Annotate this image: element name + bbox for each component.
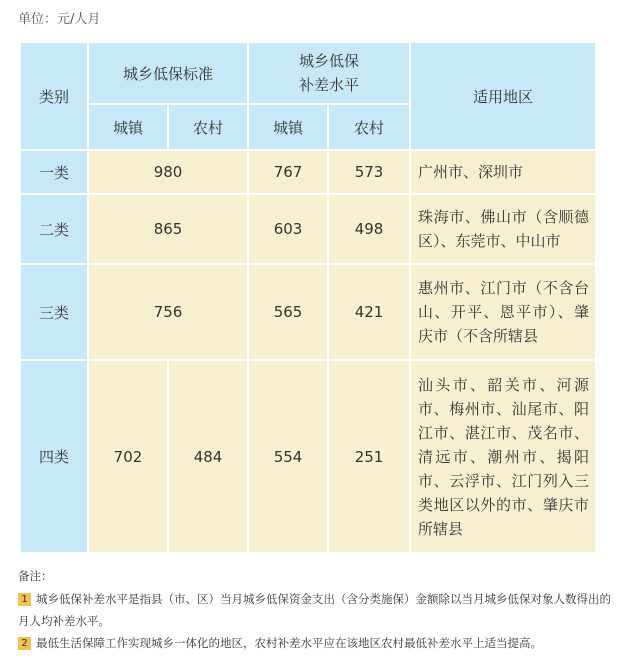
header-category: 类别 [20, 42, 88, 150]
row-category: 二类 [20, 194, 88, 264]
row-areas: 惠州市、江门市（不含台山、开平、恩平市）、肇庆市（不含所辖县 [410, 264, 596, 360]
row-standard: 865 [88, 194, 248, 264]
table-row [20, 150, 596, 194]
subsistence-allowance-table [19, 41, 597, 554]
row-standard: 980 [88, 150, 248, 194]
row-category: 一类 [20, 150, 88, 194]
row-subsidy-rural: 421 [328, 264, 410, 360]
header-standard-rural: 农村 [168, 104, 248, 150]
row-areas: 汕头市、韶关市、河源市、梅州市、汕尾市、阳江市、湛江市、茂名市、清远市、潮州市、揭阳市、云浮市、江门列入三类地区以外的市、肇庆市所辖县 [410, 360, 596, 553]
row-standard-urban: 702 [88, 360, 168, 553]
note-number-badge: 1 [18, 593, 31, 606]
row-areas: 广州市、深圳市 [410, 150, 596, 194]
row-subsidy-rural: 251 [328, 360, 410, 553]
header-standard: 城乡低保标准 [88, 42, 248, 104]
row-areas: 珠海市、佛山市（含顺德区）、东莞市、中山市 [410, 194, 596, 264]
header-subsidy-line1: 城乡低保 [299, 52, 360, 70]
note-number-badge: 2 [18, 637, 31, 650]
header-subsidy [248, 42, 410, 104]
note-item [18, 632, 618, 654]
row-standard: 756 [88, 264, 248, 360]
table-row [20, 360, 596, 553]
header-standard-urban: 城镇 [88, 104, 168, 150]
header-subsidy-urban: 城镇 [248, 104, 328, 150]
row-subsidy-urban: 603 [248, 194, 328, 264]
table-row [20, 264, 596, 360]
notes-title: 备注： [18, 569, 53, 583]
row-standard-rural: 484 [168, 360, 248, 553]
unit-label: 单位：元/人月 [18, 12, 101, 27]
row-category: 四类 [20, 360, 88, 553]
table-row [20, 194, 596, 264]
row-subsidy-rural: 498 [328, 194, 410, 264]
notes [18, 568, 618, 654]
row-category: 三类 [20, 264, 88, 360]
header-subsidy-line2: 补差水平 [299, 76, 360, 94]
row-subsidy-urban: 565 [248, 264, 328, 360]
note-text: 最低生活保障工作实现城乡一体化的地区，农村补差水平应在该地区农村最低补差水平上适当提高。 [36, 636, 542, 650]
row-subsidy-rural: 573 [328, 150, 410, 194]
row-subsidy-urban: 767 [248, 150, 328, 194]
note-text: 城乡低保补差水平是指县（市、区）当月城乡低保资金支出（含分类施保）金额除以当月城乡低保对象人数得出的月人均补差水平。 [18, 592, 611, 628]
row-subsidy-urban: 554 [248, 360, 328, 553]
note-item [18, 588, 618, 632]
header-areas: 适用地区 [410, 42, 596, 150]
header-subsidy-rural: 农村 [328, 104, 410, 150]
